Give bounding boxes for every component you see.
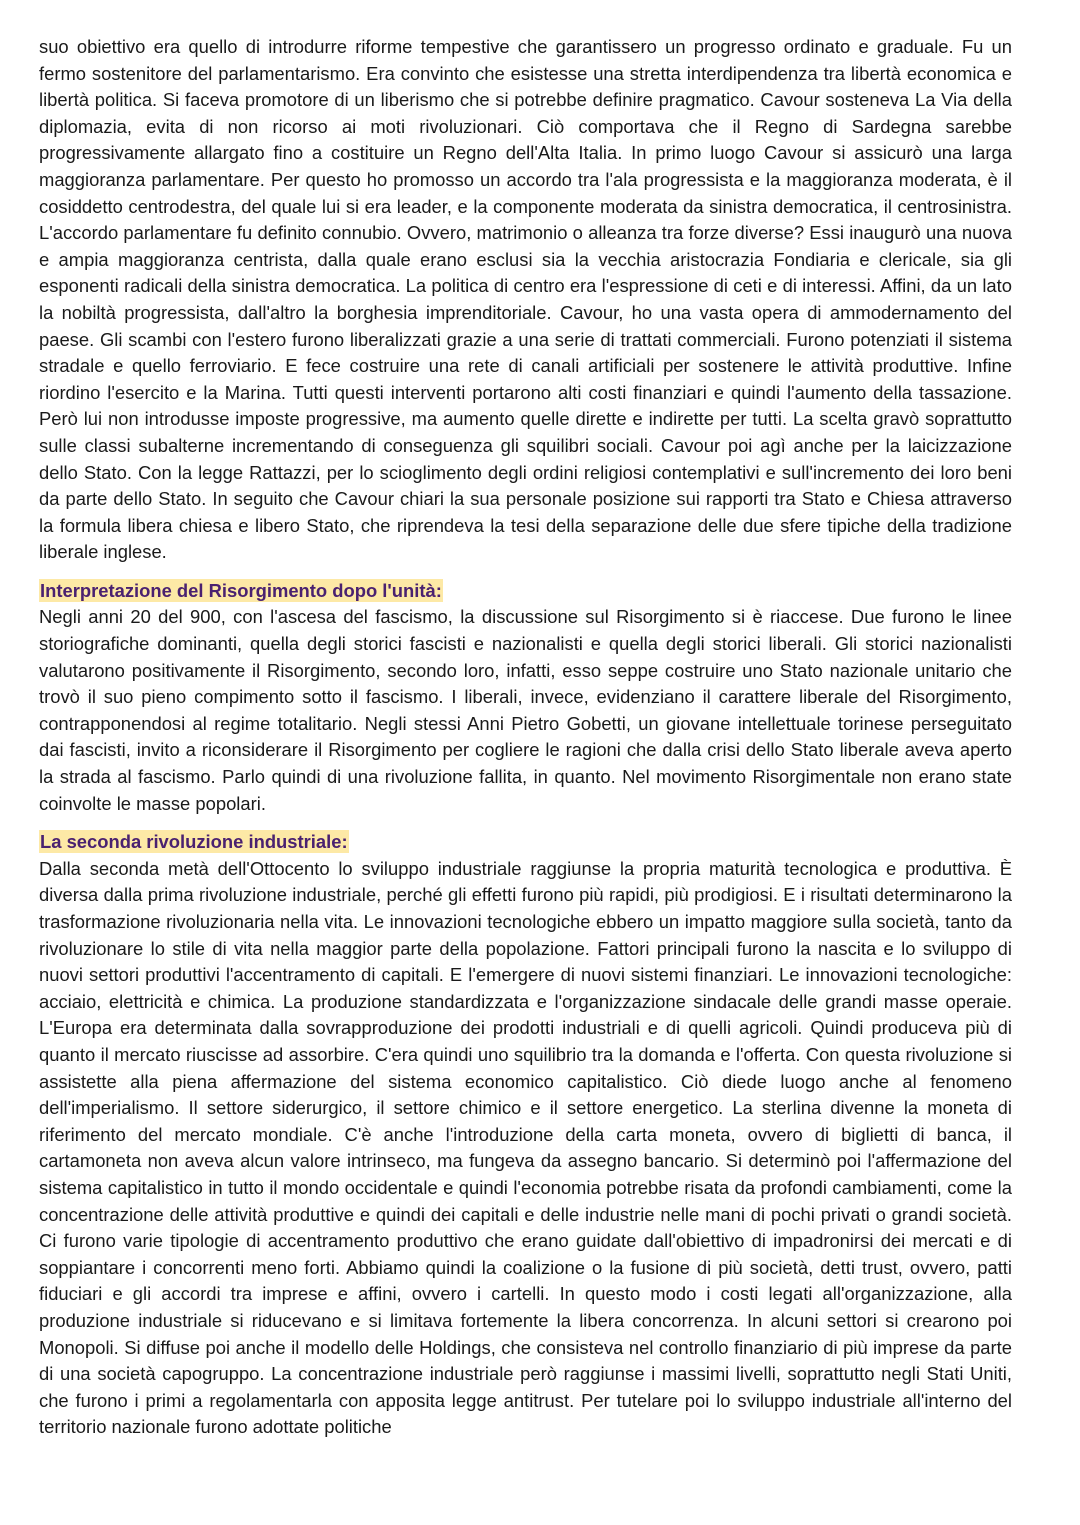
risorgimento-paragraph: Negli anni 20 del 900, con l'ascesa del fascismo, la discussione sul Risorgimento si è riaccese. Due furono le linee storiografiche dominanti, quella degli storici fascisti e nazionalisti e quella degli storici liberali. Gli storici nazionalisti valutarono positivamente il Risorgimento, secondo loro, infatti, esso seppe costruire uno Stato nazionale unitario che trovò il suo pieno compimento sotto il fascismo. I liberali, invece, evidenziano il carattere liberale del Risorgimento, contrapponendosi al regime totalitario. Negli stessi Anni Pietro Gobetti, un giovane intellettuale torinese perseguitato dai fascisti, invito a riconsiderare il Risorgimento per cogliere le ragioni che dalla crisi dello Stato liberale aveva aperto la strada al fascismo. Parlo quindi di una rivoluzione fallita, in quanto. Nel movimento Risorgimentale non erano state coinvolte le masse popolari. [39,606,1012,814]
industriale-paragraph: Dalla seconda metà dell'Ottocento lo sviluppo industriale raggiunse la propria maturità tecnologica e produttiva. È diversa dalla prima rivoluzione industriale, perché gli effetti furono più rapidi, più prodigiosi. E i risultati determinarono la trasformazione rivoluzionaria nella vita. Le innovazioni tecnologiche ebbero un impatto maggiore sulla società, tanto da rivoluzionare lo stile di vita nella maggior parte della popolazione. Fattori principali furono la nascita e lo sviluppo di nuovi settori produttivi l'accentramento di capitali. E l'emergere di nuovi sistemi finanziari. Le innovazioni tecnologiche: acciaio, elettricità e chimica. La produzione standardizzata e l'organizzazione sindacale delle grandi masse operaie. L'Europa era determinata dalla sovrapproduzione dei prodotti industriali e di quelli agricoli. Quindi produceva più di quanto il mercato riuscisse ad assorbire. C'era quindi uno squilibrio tra la domanda e l'offerta. Con questa rivoluzione si assistette alla piena affermazione del sistema economico capitalistico. Ciò diede luogo anche al fenomeno dell'imperialismo. Il settore siderurgico, il settore chimico e il settore energetico. La sterlina divenne la moneta di riferimento del mercato mondiale. C'è anche l'introduzione della carta moneta, ovvero di biglietti di banca, il cartamoneta non aveva alcun valore intrinseco, ma fungeva da assegno bancario. Si determinò poi l'affermazione del sistema capitalistico in tutto il mondo occidentale e quindi l'economia potrebbe risata da profondi cambiamenti, come la concentrazione delle attività produttive e quindi dei capitali e delle industrie nelle mani di pochi privati o grandi società. Ci furono varie tipologie di accentramento produttivo che erano guidate dall'obiettivo di impadronirsi dei mercati e di soppiantare i concorrenti meno forti. Abbiamo quindi la coalizione o la fusione di più società, detti trust, ovvero, patti fiduciari e gli accordi tra imprese e affini, ovvero i cartelli. In questo modo i costi legati all'organizzazione, alla produzione industriale si riducevano e si limitava fortemente la libera concorrenza. In alcuni settori si crearono poi Monopoli. Si diffuse poi anche il modello delle Holdings, che consisteva nel controllo finanziario di più imprese da parte di una società capogruppo. La concentrazione industriale però raggiunse i massimi livelli, soprattutto negli Stati Uniti, che furono i primi a regolamentarla con apposita legge antitrust. Per tutelare poi lo sviluppo industriale all'interno del territorio nazionale furono adottate politiche [39,857,1012,1438]
intro-paragraph: suo obiettivo era quello di introdurre riforme tempestive che garantissero un progresso ordinato e graduale. Fu un fermo sostenitore del parlamentarismo. Era convinto che esistesse una stretta interdipendenza tra libertà economica e libertà politica. Si faceva promotore di un liberismo che si potrebbe definire pragmatico. Cavour sosteneva La Via della diplomazia, evita di non ricorso ai moti rivoluzionari. Ciò comportava che il Regno di Sardegna sarebbe progressivamente allargato fino a costituire un Regno dell'Alta Italia. In primo luogo Cavour si assicurò una larga maggioranza parlamentare. Per questo ho promosso un accordo tra l'ala progressista e la maggioranza moderata, è il cosiddetto centrodestra, del quale lui si era leader, e la componente moderata da sinistra democratica, il centrosinistra. L'accordo parlamentare fu definito connubio. Ovvero, matrimonio o alleanza tra forze diverse? Essi inaugurò una nuova e ampia maggioranza centrista, dalla quale erano esclusi sia la vecchia aristocrazia Fondiaria e clericale, sia gli esponenti radicali della sinistra democratica. La politica di centro era l'espressione di ceti e di interessi. Affini, da un lato la nobiltà progressista, dall'altro la borghesia imprenditoriale. Cavour, ho una vasta opera di ammodernamento del paese. Gli scambi con l'estero furono liberalizzati grazie a una serie di trattati commerciali. Furono potenziati il sistema stradale e quello ferroviario. E fece costruire una rete di canali artificiali per sostenere le attività produttive. Infine riordino l'esercito e la Marina. Tutti questi interventi portarono alti costi finanziari e quindi l'aumento della tassazione. Però lui non introdusse imposte progressive, ma aumento quelle dirette e indirette per tutti. La scelta gravò soprattutto sulle classi subalterne incrementando di conseguenza gli squilibri sociali. Cavour poi agì anche per la laicizzazione dello Stato. Con la legge Rattazzi, per lo scioglimento degli ordini religiosi contemplativi e sull'incremento dei loro beni da parte dello Stato. In seguito che Cavour chiari la sua personale posizione sui rapporti tra Stato e Chiesa attraverso la formula libera chiesa e libero Stato, che riprendeva la tesi della separazione delle due sfere tipiche della tradizione liberale inglese. [39,36,1012,563]
section-heading-industriale: La seconda rivoluzione industriale: [40,831,348,853]
section-risorgimento [39,578,1012,817]
section-heading-risorgimento: Interpretazione del Risorgimento dopo l'unità: [40,579,442,601]
section-industriale [39,829,1012,1441]
